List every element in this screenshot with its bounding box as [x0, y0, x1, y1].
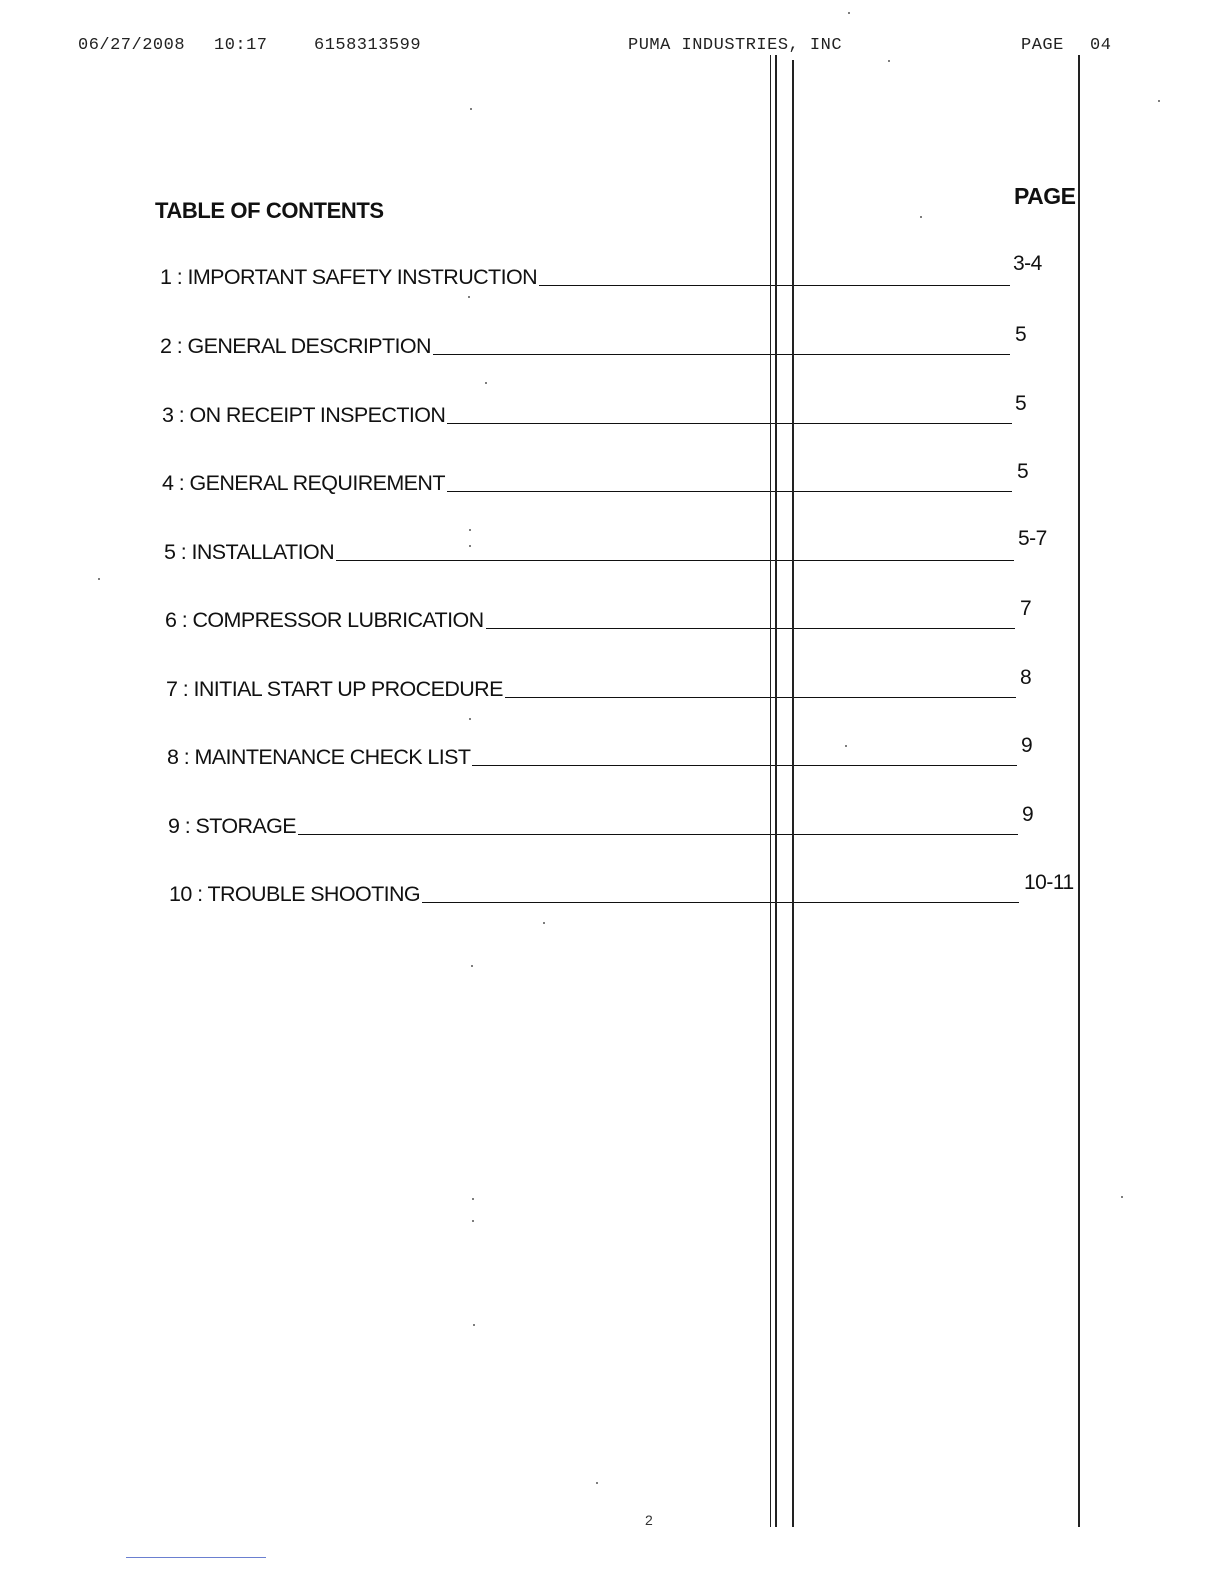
fax-company-name: PUMA INDUSTRIES, INC: [628, 36, 843, 55]
leader-line: [298, 834, 1018, 835]
toc-entry-page: 10-11: [1024, 871, 1074, 894]
scan-speck: [472, 1198, 474, 1200]
toc-entry-label: GENERAL REQUIREMENT: [189, 471, 445, 495]
fax-header: [0, 36, 1224, 60]
toc-entry-label: TROUBLE SHOOTING: [207, 882, 421, 906]
leader-line: [422, 902, 1019, 903]
leader-line: [486, 628, 1015, 629]
leader-line: [447, 491, 1012, 492]
scan-speck: [469, 529, 471, 531]
toc-entry-number: 1 :: [160, 265, 183, 289]
toc-entry: [168, 803, 1034, 838]
toc-entry-label: MAINTENANCE CHECK LIST: [194, 745, 471, 769]
scan-artifact-line: [770, 55, 771, 1527]
toc-entry: [169, 871, 1074, 906]
toc-entry-number: 5 :: [164, 540, 187, 564]
toc-entry-label: INITIAL START UP PROCEDURE: [193, 677, 503, 701]
leader-line: [336, 560, 1014, 561]
toc-entry-label: COMPRESSOR LUBRICATION: [192, 608, 484, 632]
scan-speck: [485, 382, 487, 384]
toc-entry-page: 5: [1017, 460, 1029, 483]
scan-speck: [848, 12, 850, 14]
toc-entry-number: 4 :: [162, 471, 185, 495]
scan-speck: [469, 718, 471, 720]
fax-phone-number: 6158313599: [314, 36, 422, 55]
toc-entry-label: INSTALLATION: [191, 540, 335, 564]
toc-entry: [160, 323, 1027, 358]
toc-entry: [166, 666, 1032, 701]
toc-entry-label: STORAGE: [195, 814, 297, 838]
toc-entry: [162, 392, 1027, 427]
scan-speck: [888, 60, 890, 62]
toc-entry-number: 7 :: [166, 677, 189, 701]
page-column-header: PAGE: [1014, 183, 1076, 209]
scan-speck: [1121, 1196, 1123, 1198]
scan-speck: [471, 965, 473, 967]
scan-speck: [845, 745, 847, 747]
scan-speck: [472, 1220, 474, 1222]
leader-line: [472, 765, 1017, 766]
leader-line: [447, 423, 1012, 424]
toc-entry: [160, 252, 1042, 289]
toc-entry-page: 5: [1015, 323, 1027, 346]
toc-entry-label: IMPORTANT SAFETY INSTRUCTION: [187, 265, 538, 289]
toc-entry-page: 7: [1020, 597, 1032, 620]
toc-entry-number: 3 :: [162, 403, 185, 427]
toc-entry-page: 5-7: [1018, 527, 1047, 550]
fax-date: 06/27/2008: [78, 36, 186, 55]
scan-speck: [98, 578, 100, 580]
scan-speck: [469, 545, 471, 547]
toc-entry-label: ON RECEIPT INSPECTION: [189, 403, 446, 427]
toc-entry-number: 2 :: [160, 334, 183, 358]
toc-entry: [164, 527, 1047, 564]
scan-speck: [1158, 100, 1160, 102]
toc-entry-number: 10 :: [169, 882, 203, 906]
toc-entry-number: 6 :: [165, 608, 188, 632]
toc-title: TABLE OF CONTENTS: [155, 198, 384, 223]
scan-artifact-line: [775, 55, 777, 1527]
fax-page-number: 04: [1090, 36, 1112, 55]
scan-artifact-line: [792, 60, 794, 1527]
toc-entry: [162, 460, 1029, 495]
scan-underline-mark: [126, 1557, 266, 1558]
scan-speck: [543, 922, 545, 924]
toc-entry-number: 8 :: [167, 745, 190, 769]
toc-entry: [165, 597, 1032, 632]
fax-time: 10:17: [214, 36, 268, 55]
toc-entry-page: 9: [1022, 803, 1034, 826]
fax-page-label: PAGE: [1021, 36, 1064, 55]
scan-speck: [473, 1324, 475, 1326]
page-footer-number: 2: [645, 1512, 653, 1528]
toc-entry-page: 9: [1021, 734, 1033, 757]
scan-speck: [470, 108, 472, 110]
leader-line: [433, 354, 1010, 355]
scan-speck: [920, 216, 922, 218]
scan-speck: [596, 1482, 598, 1484]
toc-entry-number: 9 :: [168, 814, 191, 838]
toc-entry: [167, 734, 1033, 769]
leader-line: [505, 697, 1016, 698]
scan-speck: [468, 296, 470, 298]
toc-entry-label: GENERAL DESCRIPTION: [187, 334, 431, 358]
toc-entry-page: 3-4: [1013, 252, 1042, 275]
toc-entry-page: 8: [1020, 666, 1032, 689]
scan-artifact-line: [1078, 55, 1080, 1527]
toc-entry-page: 5: [1015, 392, 1027, 415]
